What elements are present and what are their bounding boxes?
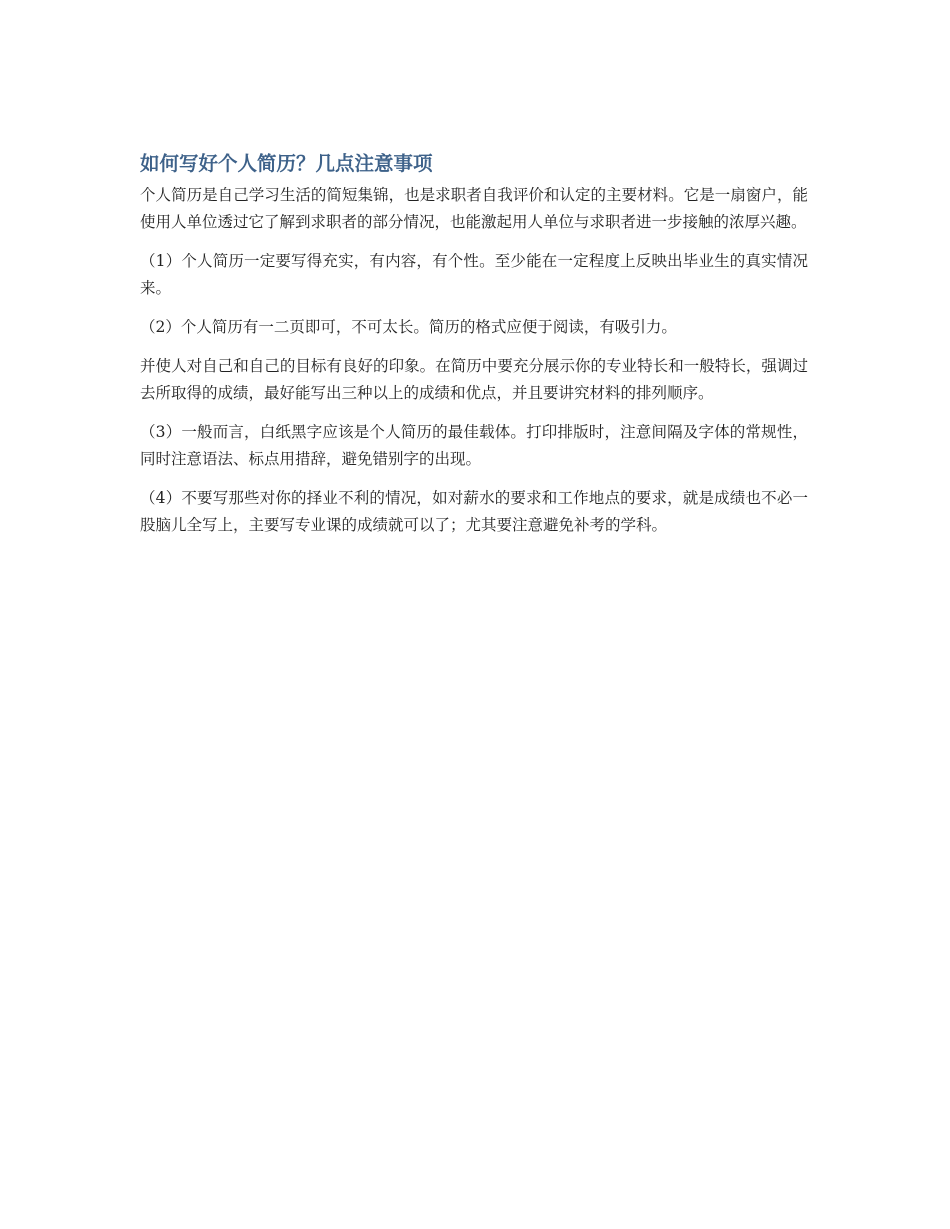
paragraph-intro: 个人简历是自己学习生活的简短集锦，也是求职者自我评价和认定的主要材料。它是一扇窗户，能使用人单位透过它了解到求职者的部分情况，也能激起用人单位与求职者进一步接触的浓厚兴趣。 <box>140 186 808 231</box>
paragraph-point-3: （3）一般而言，白纸黑字应该是个人简历的最佳载体。打印排版时，注意间隔及字体的常规性，同时注意语法、标点用措辞，避免错别字的出现。 <box>140 423 808 468</box>
document-title: 如何写好个人简历？几点注意事项 <box>140 152 433 175</box>
paragraph-point-1: （1）个人简历一定要写得充实，有内容，有个性。至少能在一定程度上反映出毕业生的真实情况来。 <box>140 252 808 297</box>
paragraph-point-2: （2）个人简历有一二页即可，不可太长。简历的格式应便于阅读，有吸引力。 <box>140 318 677 336</box>
document-page <box>140 150 808 551</box>
paragraph-point-2-continued: 并使人对自己和自己的目标有良好的印象。在简历中要充分展示你的专业特长和一般特长，强调过去所取得的成绩，最好能写出三种以上的成绩和优点，并且要讲究材料的排列顺序。 <box>140 357 808 402</box>
paragraph-point-4: （4）不要写那些对你的择业不利的情况，如对薪水的要求和工作地点的要求，就是成绩也不必一股脑儿全写上，主要写专业课的成绩就可以了；尤其要注意避免补考的学科。 <box>140 489 808 534</box>
